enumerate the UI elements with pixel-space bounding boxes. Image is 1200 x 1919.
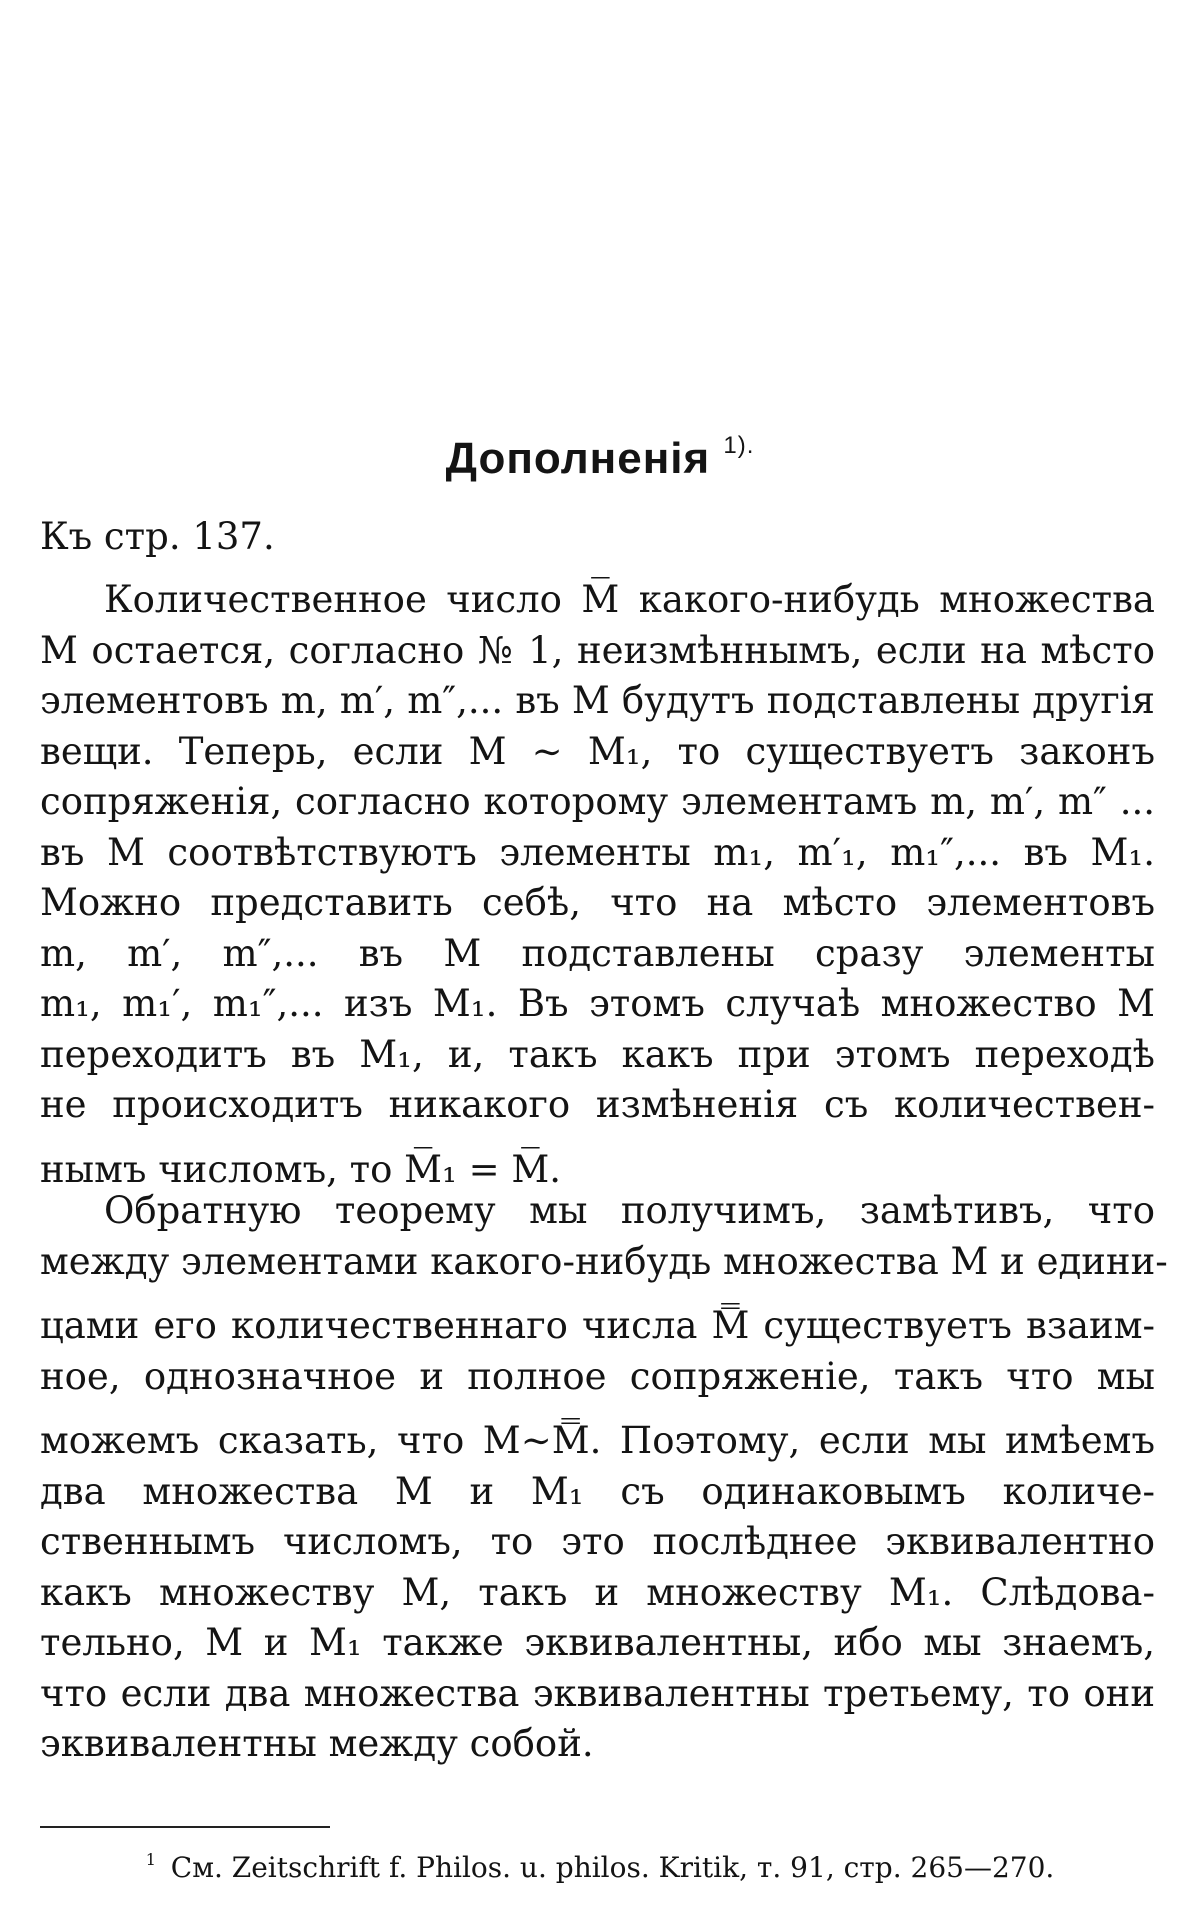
heading-footnote-marker: 1). bbox=[723, 432, 755, 459]
text-line: Количественное число M̅ какого-нибудь множества bbox=[104, 578, 1155, 621]
text-line: что если два множества эквивалентны третьему, то они bbox=[40, 1671, 1155, 1715]
text-line: m, m′, m″,... въ M подставлены сразу элементы bbox=[40, 931, 1155, 975]
footnote bbox=[0, 1840, 1200, 1888]
text-line: вещи. Теперь, если M ∼ M₁, то существуетъ законъ bbox=[40, 729, 1155, 773]
text-line: m₁, m₁′, m₁″,... изъ M₁. Въ этомъ случаѣ множество M bbox=[40, 982, 1155, 1025]
page-heading bbox=[0, 432, 1200, 484]
text-line: какъ множеству M, такъ и множеству M₁. Слѣдова- bbox=[40, 1570, 1155, 1614]
footnote-text: См. Zeitschrift f. Philos. u. philos. Kritik, т. 91, стр. 265—270. bbox=[170, 1851, 1055, 1884]
text-line: M остается, согласно № 1, неизмѣннымъ, если на мѣсто bbox=[40, 628, 1155, 672]
text-line: не происходитъ никакого измѣненія съ количествен- bbox=[40, 1083, 1155, 1126]
text-line: переходитъ въ M₁, и, такъ какъ при этомъ переходѣ bbox=[40, 1032, 1155, 1076]
text-line: можемъ сказать, что M∼M̿. Поэтому, если мы имѣемъ bbox=[40, 1419, 1155, 1462]
text-line: Можно представить себѣ, что на мѣсто элементовъ bbox=[40, 881, 1155, 924]
page-reference: Къ стр. 137. bbox=[40, 515, 275, 558]
text-line: въ M соотвѣтствуютъ элементы m₁, m′₁, m₁″,... въ M₁. bbox=[40, 830, 1155, 874]
text-line: Обратную теорему мы получимъ, замѣтивъ, что bbox=[104, 1189, 1155, 1232]
text-line: нымъ числомъ, то M̅₁ = M̅. bbox=[40, 1147, 562, 1191]
text-line: ственнымъ числомъ, то это послѣднее эквивалентно bbox=[40, 1520, 1155, 1563]
text-line: два множества M и M₁ съ одинаковымъ количе- bbox=[40, 1469, 1155, 1513]
heading-title: Дополненія bbox=[445, 434, 711, 483]
text-line: ное, однозначное и полное сопряженіе, такъ что мы bbox=[40, 1354, 1155, 1398]
footnote-divider bbox=[40, 1826, 330, 1828]
text-line: элементовъ m, m′, m″,... въ M будутъ подставлены другія bbox=[40, 679, 1155, 722]
text-line: тельно, M и M₁ также эквивалентны, ибо мы знаемъ, bbox=[40, 1621, 1155, 1664]
paragraph-2 bbox=[40, 1186, 1168, 1770]
footnote-marker: 1 bbox=[145, 1850, 156, 1869]
text-line: цами его количественнаго числа M̿ существуетъ взаим- bbox=[40, 1304, 1155, 1347]
text-line: сопряженія, согласно которому элементамъ m, m′, m″ ... bbox=[40, 780, 1155, 823]
paragraph-1 bbox=[40, 575, 1155, 1195]
text-line: эквивалентны между собой. bbox=[40, 1722, 594, 1765]
text-line: между элементами какого-нибудь множества M и едини- bbox=[40, 1239, 1168, 1283]
